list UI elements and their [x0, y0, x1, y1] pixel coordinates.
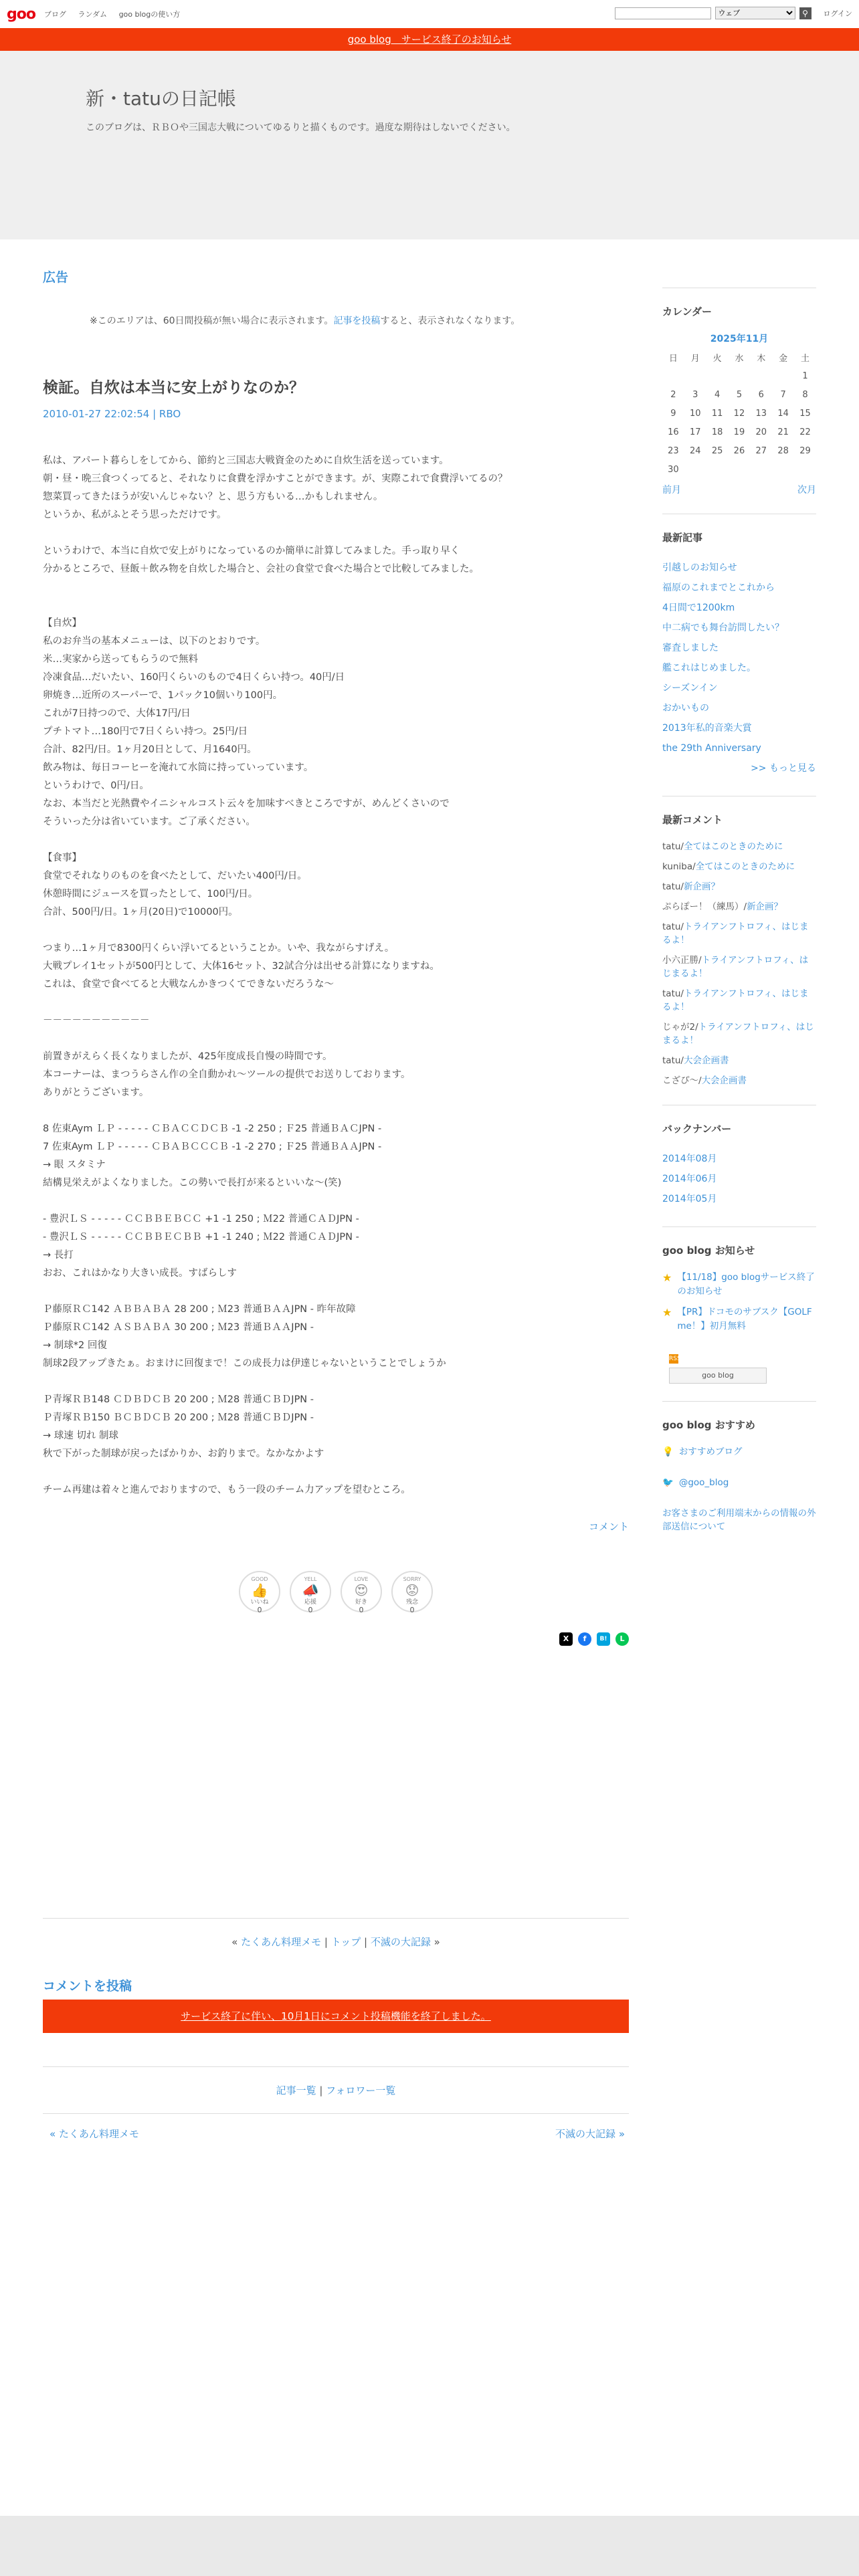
post-entry-link[interactable]: 記事を投稿 — [333, 316, 381, 326]
next-entry-bottom-link[interactable] — [555, 2127, 625, 2141]
comment-user: tatu/ — [662, 881, 684, 892]
goo-blog-button[interactable]: goo blog — [669, 1368, 767, 1384]
next-entry-label: 不滅の大記録 — [555, 2128, 616, 2140]
recent-entries-heading: 最新記事 — [662, 532, 703, 544]
bottom-links-sep: | — [316, 2084, 326, 2097]
calendar-weeks — [662, 366, 816, 479]
comment-closed-notice — [43, 2000, 629, 2033]
pager-sep: | — [321, 1936, 331, 1948]
goo-blog-twitter-link[interactable]: @goo_blog — [678, 1477, 729, 1488]
blog-title[interactable]: 新・tatuの日記帳 — [86, 88, 236, 110]
calendar-day: 2 — [670, 389, 676, 400]
main-column — [43, 267, 629, 1646]
calendar-week-row — [662, 441, 816, 460]
comment-item — [662, 1074, 816, 1087]
reaction-label: SORRY — [403, 1576, 421, 1582]
comment-entry-link[interactable]: トライアンフトロフィ、はじまるよ！ — [662, 922, 809, 946]
calendar-day — [750, 366, 772, 385]
follower-list-link[interactable]: フォロワー一覧 — [326, 2084, 396, 2097]
calendar-day: 8 — [802, 389, 808, 400]
comment-user: じゃが2/ — [662, 1022, 698, 1033]
backnumber-link[interactable]: 2014年05月 — [662, 1194, 717, 1204]
calendar-day — [662, 366, 684, 385]
calendar-day: 28 — [777, 445, 789, 456]
recommend-box — [662, 1401, 816, 1533]
entry-body: 私は、アパート暮らしをしてから、節約と三国志大戦資金のために自炊生活を送っています。 朝・昼・晩三食つくってると、それなりに食費を浮かすことができます。が、実際これで食費浮いてるの？ 惣菜買ってきたほうが安いんじゃない？と、思う方もいる…かもしれません。 というか、私がふとそう思っただけです。 というわけで、本当に自炊で安上がりになっているのか簡単に計算してみました。手っ取り早く 分かるところで、昼飯＋飲み物を自炊した場合と、会社の食堂で食べた場合とで比較してみました。 【自炊】 私のお弁当の基本メニューは、以下のとおりです。 米…実家から送ってもらうので無料 冷凍食品…だいたい、160円くらいのもので4日くらい持つ。40円/日 卵焼き…近所のスーパーで、1パック10個いり100円。 これが7日持つので、大体17円/日 プチトマト…180円で7日くらい持つ。25円/日 合計、82円/日。1ヶ月20日として、月1640円。 飲み物は、毎日コーヒーを淹れて水筒に持っていっています。 というわけで、0円/日。 なお、本当だと光熱費やイニシャルコスト云々を加味すべきところですが、めんどくさいので そういった分は省いています。ご了承ください。 【食事】 食堂でそれなりのものを食べたとして、だいたい400円/日。 休憩時間にジュースを買ったとして、100円/日。 合計、500円/日。1ヶ月(20日)で10000円。 つまり…1ヶ月で8300円くらい浮いてるということか。いや、我ながらすげえ。 大戦プレイ1セットが500円として、大体16セット、32試合分は出せる計算になりますね。 これは、食堂で食べてると大戦なんかきつくてできないだろうな～ －－－－－－－－－－－ 前置きがえらく長くなりましたが、425年度成長自慢の時間です。 本コーナーは、まつうらさん作の全自動かれ～ツールの提供でお送りしております。 ありがとうございます。 8 佐東Aym ＬＰ - - - - - ＣＢＡＣＣＤＣＢ -1 -2 250 ; Ｆ25 普通ＢＡＣJPN - 7 佐東Aym ＬＰ - - - - - ＣＢＡＢＣＣＣＢ -1 -2 270 ; Ｆ25 普通ＢＡＡJPN - → 眼 スタミナ 結構見栄えがよくなりました。この勢いで長打が来るといいな～(笑) - 豊沢ＬＳ - - - - - ＣＣＢＢＥＢＣＣ +1 -1 250 ; Ｍ22 普通ＣＡＤJPN - - 豊沢ＬＳ - - - - - ＣＣＢＢＥＣＢＢ +1 -1 240 ; Ｍ22 普通ＣＡＤJPN - → 長打 おお、これはかなり大きい成長。すばらしす Ｐ藤原ＲＣ142 ＡＢＢＡＢＡ 28 200 ; Ｍ23 普通ＢＡＡJPN - 昨年故障 Ｐ藤原ＲＣ142 ＡＳＢＡＢＡ 30 200 ; Ｍ23 普通ＢＡＡJPN - → 制球*2 回復 制球2段アップきたぁ。おまけに回復まで！この成長力は伊達じゃないということでしょうか Ｐ青塚ＲＢ148 ＣＤＢＤＣＢ 20 200 ; Ｍ28 普通ＣＢＤJPN - Ｐ青塚ＲＢ150 ＢＣＢＤＣＢ 20 200 ; Ｍ28 普通ＣＢＤJPN - → 球速 切れ 制球 秋で下がった制球が戻ったばかりか、お釣りまで。なかなかよす チーム再建は着々と進んでおりますので、もう一段のチーム力アップを望むところ。 — [43, 455, 508, 1495]
backnumber-link[interactable]: 2014年08月 — [662, 1154, 717, 1164]
reaction-name: いいね — [250, 1599, 269, 1606]
external-transmission-link[interactable]: お客さまのご利用端末からの情報の外部送信について — [662, 1508, 816, 1532]
calendar-week-row — [662, 404, 816, 423]
comment-item — [662, 1054, 816, 1067]
top-link-random[interactable]: ランダム — [78, 10, 108, 19]
search-input[interactable] — [615, 7, 711, 19]
entry-meta — [43, 408, 629, 420]
reaction-good-button[interactable] — [239, 1571, 280, 1612]
backnumber-link[interactable]: 2014年06月 — [662, 1174, 717, 1184]
comment-entry-link[interactable]: 大会企画書 — [683, 1055, 729, 1066]
footer — [0, 2516, 859, 2576]
goo-news-link[interactable]: 【PR】ドコモのサブスク【GOLF me！】初月無料 — [677, 1307, 812, 1331]
top-bar — [0, 0, 859, 28]
comment-user: 小六正勝/ — [662, 955, 702, 966]
goo-news-heading: goo blog お知らせ — [662, 1245, 755, 1257]
recent-entry-link[interactable]: 中二病でも舞台訪問したい？ — [662, 623, 784, 633]
comment-user: tatu/ — [662, 988, 684, 999]
goo-news-item — [662, 1271, 816, 1299]
comment-user: tatu/ — [662, 922, 684, 932]
calendar-day: 27 — [755, 445, 767, 456]
recent-entry-link[interactable]: the 29th Anniversary — [662, 743, 761, 754]
comment-item — [662, 880, 816, 893]
calendar-weekday-row — [662, 348, 816, 366]
service-end-link[interactable]: goo blog サービス終了のお知らせ — [347, 33, 512, 45]
comment-item — [662, 987, 816, 1014]
calendar-day: 13 — [755, 408, 767, 419]
calendar-day — [684, 366, 706, 385]
weekday-tue: 火 — [712, 353, 722, 364]
calendar-day: 11 — [711, 408, 723, 419]
top-search — [615, 7, 852, 19]
calendar-day: 12 — [733, 408, 745, 419]
comment-user: こざぴ～/ — [662, 1075, 702, 1086]
recent-comments-box — [662, 796, 816, 1087]
calendar-next-link[interactable]: 次月 — [797, 485, 816, 496]
reaction-buttons — [43, 1571, 629, 1612]
rss-row — [669, 1352, 816, 1364]
prev-arrow: « — [50, 2128, 59, 2140]
comment-closed-link[interactable]: サービス終了に伴い、10月1日にコメント投稿機能を終了しました。 — [181, 2010, 491, 2022]
calendar-day: 1 — [802, 370, 808, 381]
calendar-day: 23 — [668, 445, 679, 456]
login-link[interactable]: ログイン — [823, 9, 852, 18]
reaction-count: 0 — [409, 1606, 415, 1614]
calendar-prev-link[interactable]: 前月 — [662, 485, 681, 496]
x-icon[interactable]: X — [559, 1632, 573, 1646]
calendar-day — [684, 460, 706, 479]
comment-entry-link[interactable]: 大会企画書 — [701, 1075, 747, 1086]
weekday-wed: 水 — [735, 353, 744, 364]
weekday-sat: 土 — [801, 353, 810, 364]
reaction-count: 0 — [359, 1606, 364, 1614]
comment-entry-link[interactable]: 全てはこのときのために — [683, 841, 783, 852]
recent-entry-link[interactable]: 4日間で1200km — [662, 603, 735, 613]
calendar-table — [662, 348, 816, 479]
prev-arrow: « — [231, 1936, 242, 1948]
service-end-notice — [0, 28, 859, 51]
entry-list-link[interactable]: 記事一覧 — [276, 2084, 316, 2097]
calendar-nav — [662, 483, 816, 496]
megaphone-icon: 📣 — [302, 1582, 319, 1598]
sidebar — [662, 288, 816, 1551]
weekday-sun: 日 — [668, 353, 678, 364]
weekday-thu: 木 — [757, 353, 766, 364]
next-arrow: » — [615, 2128, 625, 2140]
reaction-count: 0 — [257, 1606, 262, 1614]
calendar-day — [706, 366, 729, 385]
reaction-sorry-button[interactable] — [391, 1571, 433, 1612]
calendar-week-row — [662, 460, 816, 479]
entry-category[interactable]: RBO — [159, 408, 181, 420]
top-link[interactable]: トップ — [330, 1936, 361, 1948]
sad-face-icon: 😟 — [405, 1582, 419, 1598]
lightbulb-icon: 💡 — [662, 1446, 674, 1457]
weekday-mon: 月 — [690, 353, 700, 364]
calendar-day: 10 — [689, 408, 701, 419]
entry-date: 2010-01-27 22:02:54 — [43, 408, 150, 420]
pager-sep: | — [361, 1936, 371, 1948]
calendar-heading: カレンダー — [662, 306, 712, 318]
heart-eyes-icon: 😍 — [354, 1582, 369, 1598]
calendar-day: 21 — [777, 427, 789, 437]
entry-title: 検証。自炊は本当に安上がりなのか？ — [43, 379, 304, 397]
star-icon: ★ — [662, 1271, 672, 1284]
thumbs-up-icon: 👍 — [251, 1582, 268, 1598]
calendar-day: 14 — [777, 408, 789, 419]
comment-entry-link[interactable]: トライアンフトロフィ、はじまるよ！ — [662, 1022, 814, 1046]
comment-item — [662, 920, 816, 947]
search-icon[interactable]: ⚲ — [799, 7, 812, 19]
next-arrow: » — [430, 1936, 440, 1948]
comment-item — [662, 954, 816, 980]
comment-item — [662, 860, 816, 873]
comment-item — [662, 900, 816, 914]
calendar-day: 20 — [755, 427, 767, 437]
backnumber-heading: バックナンバー — [662, 1123, 732, 1135]
comment-user: kuniba/ — [662, 861, 696, 872]
comment-user: tatu/ — [662, 1055, 684, 1066]
blog-description: このブログは、ＲＢＯや三国志大戦についてゆるりと描くものです。過度な期待はしないでください。 — [86, 122, 516, 133]
calendar-day — [729, 366, 751, 385]
more-entries-link[interactable]: >> もっと見る — [751, 763, 816, 774]
comment-entry-link[interactable]: 新企画？ — [683, 881, 720, 892]
comment-user: ぷらぽー！（練馬）/ — [662, 901, 747, 912]
divider — [43, 2113, 629, 2115]
calendar-day: 4 — [714, 389, 721, 400]
prev-entry-label: たくあん料理メモ — [58, 2128, 139, 2140]
star-icon: ★ — [662, 1306, 672, 1319]
comment-link-row — [43, 1519, 629, 1533]
calendar-day — [794, 460, 816, 479]
recent-entry-link[interactable]: 艦これはじめました。 — [662, 663, 756, 673]
comment-item — [662, 840, 816, 853]
comment-entry-link[interactable]: 全てはこのときのために — [695, 861, 795, 872]
goo-news-link[interactable]: 【11/18】goo blogサービス終了のお知らせ — [677, 1272, 815, 1297]
calendar-day — [772, 460, 794, 479]
recent-entry-link[interactable]: 審査しました — [662, 643, 719, 653]
calendar-day: 16 — [668, 427, 679, 437]
prev-entry-bottom-link[interactable] — [50, 2127, 139, 2141]
calendar-day: 25 — [711, 445, 723, 456]
calendar-day: 7 — [780, 389, 786, 400]
comment-entry-link[interactable]: 新企画？ — [747, 901, 783, 912]
reaction-name: 好き — [355, 1599, 367, 1606]
line-icon[interactable]: L — [615, 1632, 629, 1646]
facebook-icon[interactable]: f — [578, 1632, 591, 1646]
calendar-day — [750, 460, 772, 479]
share-buttons — [43, 1632, 629, 1646]
recommend-item — [662, 1507, 816, 1533]
comment-entry-link[interactable]: トライアンフトロフィ、はじまるよ！ — [662, 988, 809, 1012]
calendar-day: 6 — [758, 389, 764, 400]
goo-news-item — [662, 1305, 816, 1333]
next-entry-link[interactable]: 不滅の大記録 — [370, 1936, 431, 1948]
calendar-day — [706, 460, 729, 479]
recent-entry-link[interactable]: 福原のこれまでとこれから — [662, 582, 775, 593]
calendar-day: 9 — [670, 408, 676, 419]
calendar-day: 15 — [799, 408, 811, 419]
reaction-name: 残念 — [405, 1599, 418, 1606]
recent-entry-link[interactable]: 2013年私的音楽大賞 — [662, 723, 752, 734]
reaction-yell-button[interactable] — [290, 1571, 331, 1612]
calendar-day: 24 — [689, 445, 701, 456]
prev-entry-link[interactable]: たくあん料理メモ — [241, 1936, 322, 1948]
ad-note-suffix: すると、表示されなくなります。 — [380, 316, 520, 326]
reaction-label: LOVE — [354, 1576, 369, 1582]
goo-news-box — [662, 1226, 816, 1384]
calendar-day: 17 — [689, 427, 701, 437]
calendar-day: 5 — [736, 389, 743, 400]
recent-comments-heading: 最新コメント — [662, 814, 723, 826]
rss-icon[interactable]: RSS — [669, 1356, 681, 1362]
recommend-item — [662, 1445, 816, 1459]
calendar-day: 29 — [799, 445, 811, 456]
calendar-day — [729, 460, 751, 479]
calendar-week-row — [662, 423, 816, 441]
recent-entries-box — [662, 514, 816, 778]
calendar-week-row — [662, 366, 816, 385]
top-link-howto[interactable]: goo blogの使い方 — [118, 10, 181, 19]
recommend-item — [662, 1476, 816, 1489]
search-scope-select[interactable] — [715, 7, 795, 19]
comment-user: tatu/ — [662, 841, 684, 852]
reaction-count: 0 — [308, 1606, 313, 1614]
twitter-icon: 🐦 — [662, 1477, 674, 1488]
blog-header — [0, 51, 859, 239]
calendar-day — [772, 366, 794, 385]
calendar-month[interactable]: 2025年11月 — [710, 334, 769, 344]
calendar-box — [662, 288, 816, 496]
reaction-label: GOOD — [251, 1576, 268, 1582]
post-comment-heading: コメントを投稿 — [43, 1979, 132, 1994]
recent-entry-link[interactable]: シーズンイン — [662, 683, 718, 693]
recommend-blog-link[interactable]: おすすめブログ — [678, 1446, 743, 1457]
comment-link[interactable]: コメント — [588, 1521, 629, 1533]
comment-item — [662, 1021, 816, 1047]
top-links — [44, 9, 189, 19]
ad-note — [90, 314, 629, 327]
recent-entry-link[interactable]: おかいもの — [662, 703, 709, 714]
top-link-blog[interactable]: ブログ — [44, 10, 66, 19]
goo-logo[interactable]: goo — [7, 6, 35, 23]
calendar-day: 22 — [799, 427, 811, 437]
calendar-day: 19 — [733, 427, 745, 437]
ad-note-prefix: ※このエリアは、60日間投稿が無い場合に表示されます。 — [90, 316, 334, 326]
calendar-day: 26 — [733, 445, 745, 456]
hatena-icon[interactable]: B! — [597, 1632, 610, 1646]
weekday-fri: 金 — [779, 353, 788, 364]
entry-meta-sep: | — [149, 408, 159, 420]
comment-entry-link[interactable]: トライアンフトロフィ、はじまるよ！ — [662, 955, 809, 979]
backnumber-box — [662, 1105, 816, 1209]
calendar-day: 30 — [668, 464, 679, 475]
ad-heading: 広告 — [43, 270, 69, 285]
recommend-heading: goo blog おすすめ — [662, 1419, 755, 1431]
calendar-week-row — [662, 385, 816, 404]
reaction-name: 応援 — [304, 1599, 316, 1606]
calendar-day: 3 — [692, 389, 698, 400]
recent-entry-link[interactable]: 引越しのお知らせ — [662, 562, 737, 573]
reaction-label: YELL — [304, 1576, 317, 1582]
entry-pager — [43, 1918, 629, 1949]
bottom-links — [43, 2066, 629, 2097]
reaction-love-button[interactable] — [341, 1571, 382, 1612]
calendar-day: 18 — [711, 427, 723, 437]
